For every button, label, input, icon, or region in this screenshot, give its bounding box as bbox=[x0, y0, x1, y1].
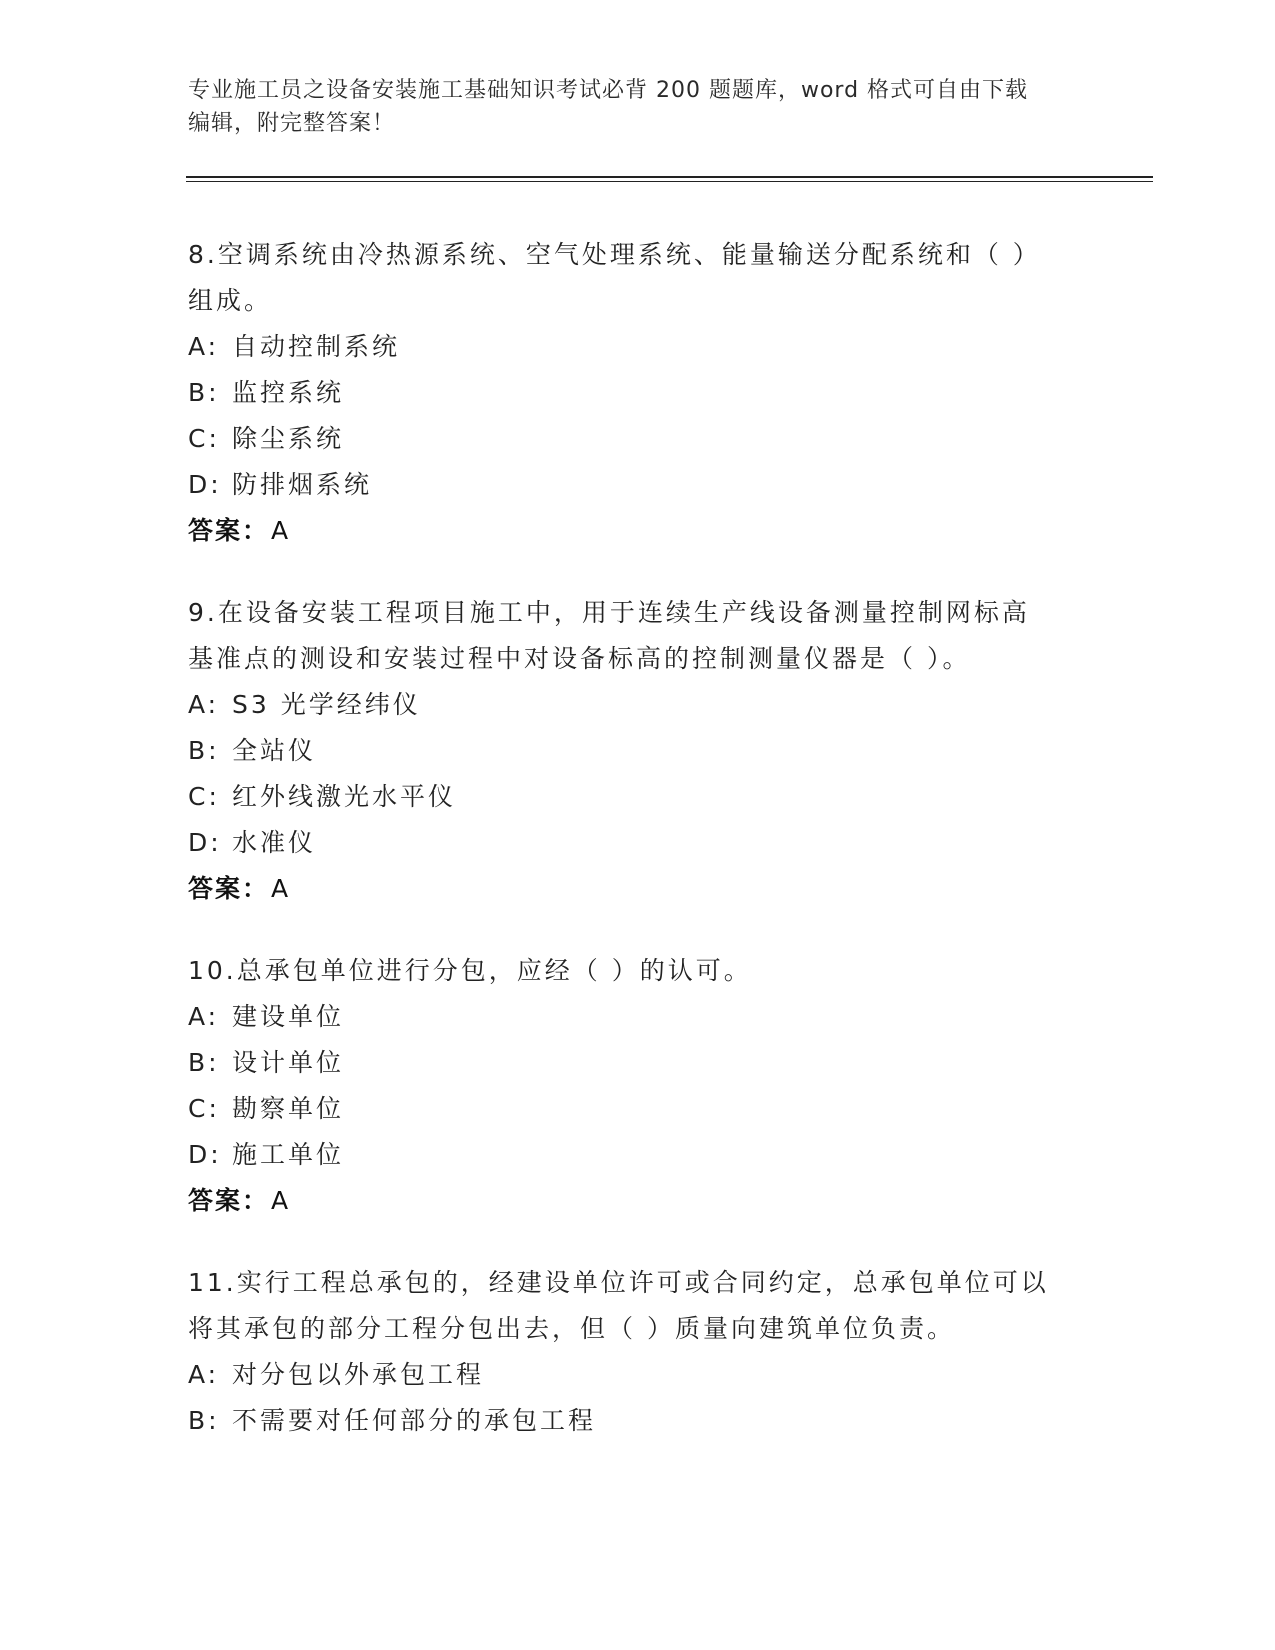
option-text: 施工单位 bbox=[232, 1140, 345, 1169]
answer-option bbox=[188, 994, 1088, 1040]
answer-label: 答案： bbox=[188, 1186, 270, 1215]
question-item bbox=[188, 232, 1088, 554]
document-header bbox=[188, 74, 1088, 140]
question-item bbox=[188, 590, 1088, 912]
option-text: 红外线激光水平仪 bbox=[232, 782, 457, 811]
question-list bbox=[188, 232, 1088, 1480]
option-key: A: bbox=[188, 1360, 220, 1389]
option-key: D: bbox=[188, 470, 222, 499]
answer-option bbox=[188, 462, 1088, 508]
answer-option bbox=[188, 1398, 1088, 1444]
option-text: 全站仪 bbox=[232, 736, 317, 765]
answer-option bbox=[188, 1086, 1088, 1132]
option-text: 建设单位 bbox=[232, 1002, 345, 1031]
header-divider-thin bbox=[186, 181, 1153, 182]
answer-option bbox=[188, 820, 1088, 866]
question-stem-line: 11.实行工程总承包的，经建设单位许可或合同约定，总承包单位可以 bbox=[188, 1268, 1049, 1297]
answer-option bbox=[188, 324, 1088, 370]
option-key: D: bbox=[188, 1140, 222, 1169]
option-text: 设计单位 bbox=[232, 1048, 345, 1077]
answer-option bbox=[188, 728, 1088, 774]
answer-option bbox=[188, 774, 1088, 820]
option-text: 监控系统 bbox=[232, 378, 345, 407]
answer-line bbox=[188, 1178, 1088, 1224]
option-key: D: bbox=[188, 828, 222, 857]
header-divider-thick bbox=[186, 176, 1153, 178]
answer-option bbox=[188, 1352, 1088, 1398]
answer-option bbox=[188, 1132, 1088, 1178]
option-key: B: bbox=[188, 1406, 220, 1435]
option-text: 对分包以外承包工程 bbox=[232, 1360, 485, 1389]
option-key: B: bbox=[188, 736, 220, 765]
answer-label: 答案： bbox=[188, 874, 270, 903]
question-stem-line: 组成。 bbox=[188, 286, 273, 315]
option-text: 防排烟系统 bbox=[232, 470, 373, 499]
option-key: B: bbox=[188, 1048, 220, 1077]
answer-value: A bbox=[271, 1186, 289, 1215]
option-key: C: bbox=[188, 782, 220, 811]
option-text: 自动控制系统 bbox=[232, 332, 401, 361]
question-stem-line: 9.在设备安装工程项目施工中，用于连续生产线设备测量控制网标高 bbox=[188, 598, 1030, 627]
answer-line bbox=[188, 866, 1088, 912]
answer-option bbox=[188, 682, 1088, 728]
header-line-2: 编辑，附完整答案！ bbox=[188, 111, 396, 136]
question-stem-line: 8.空调系统由冷热源系统、空气处理系统、能量输送分配系统和（ ） bbox=[188, 240, 1041, 269]
answer-option bbox=[188, 370, 1088, 416]
question-stem-line: 基准点的测设和安装过程中对设备标高的控制测量仪器是（ ）。 bbox=[188, 644, 971, 673]
answer-value: A bbox=[271, 874, 289, 903]
option-text: 勘察单位 bbox=[232, 1094, 345, 1123]
answer-label: 答案： bbox=[188, 516, 270, 545]
option-text: S3 光学经纬仪 bbox=[232, 690, 421, 719]
answer-line bbox=[188, 508, 1088, 554]
option-text: 不需要对任何部分的承包工程 bbox=[232, 1406, 597, 1435]
question-stem-line: 10.总承包单位进行分包，应经（ ）的认可。 bbox=[188, 956, 752, 985]
answer-value: A bbox=[271, 516, 289, 545]
option-key: A: bbox=[188, 1002, 220, 1031]
option-key: C: bbox=[188, 1094, 220, 1123]
answer-option bbox=[188, 1040, 1088, 1086]
option-key: A: bbox=[188, 690, 220, 719]
option-text: 除尘系统 bbox=[232, 424, 345, 453]
option-key: B: bbox=[188, 378, 220, 407]
answer-option bbox=[188, 416, 1088, 462]
question-stem-line: 将其承包的部分工程分包出去，但（ ）质量向建筑单位负责。 bbox=[188, 1314, 955, 1343]
option-text: 水准仪 bbox=[232, 828, 317, 857]
question-item bbox=[188, 1260, 1088, 1444]
option-key: C: bbox=[188, 424, 220, 453]
option-key: A: bbox=[188, 332, 220, 361]
header-line-1: 专业施工员之设备安装施工基础知识考试必背 200 题题库，word 格式可自由下载 bbox=[188, 78, 1029, 103]
question-item bbox=[188, 948, 1088, 1224]
